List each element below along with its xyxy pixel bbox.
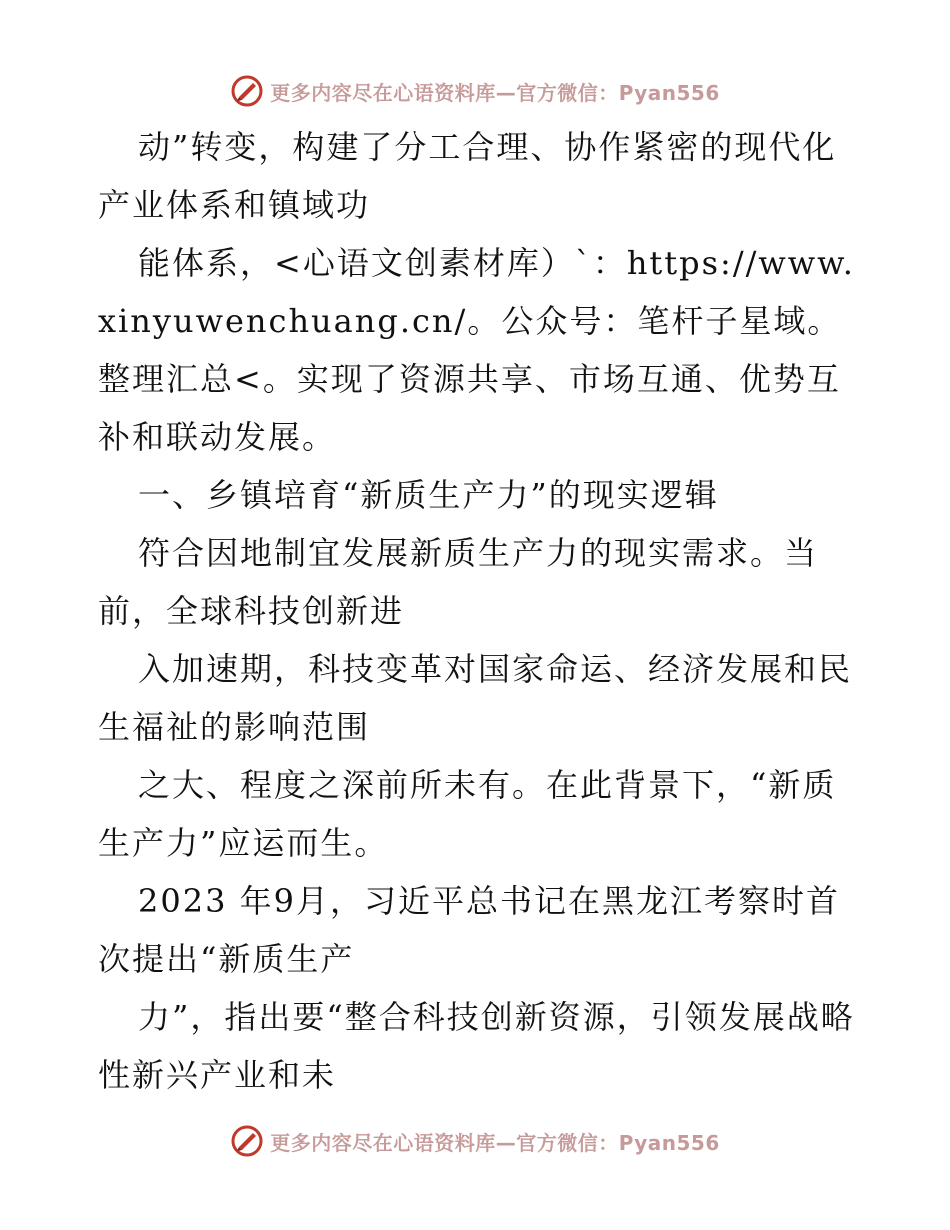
section-heading: 一、乡镇培育“新质生产力”的现实逻辑 [138, 476, 719, 514]
pen-logo-icon [230, 1124, 264, 1158]
paragraph: 2023 年9月，习近平总书记在黑龙江考察时首次提出“新质生产 [98, 882, 840, 978]
header-watermark-text: 更多内容尽在心语资料库—官方微信：Pyan556 [270, 80, 720, 105]
pen-logo-icon [230, 74, 264, 108]
paragraph: 入加速期，科技变革对国家命运、经济发展和民生福祉的影响范围 [98, 650, 853, 746]
footer-watermark [0, 1121, 950, 1161]
paragraph: 符合因地制宜发展新质生产力的现实需求。当前，全球科技创新进 [98, 534, 819, 630]
header-watermark [0, 71, 950, 111]
paragraph: 能体系，<心语文创素材库）`：https://www.xinyuwenchuang.cn/。公众号：笔杆子星域。整理汇总<。实现了资源共享、市场互通、优势互补和联动发展。 [98, 244, 855, 456]
paragraph: 动”转变，构建了分工合理、协作紧密的现代化产业体系和镇域功 [98, 128, 837, 224]
footer-watermark-text: 更多内容尽在心语资料库—官方微信：Pyan556 [270, 1130, 720, 1155]
document-body [98, 118, 858, 1104]
paragraph: 力”，指出要“整合科技创新资源，引领发展战略性新兴产业和未 [98, 998, 855, 1094]
paragraph: 之大、程度之深前所未有。在此背景下，“新质生产力”应运而生。 [98, 766, 837, 862]
